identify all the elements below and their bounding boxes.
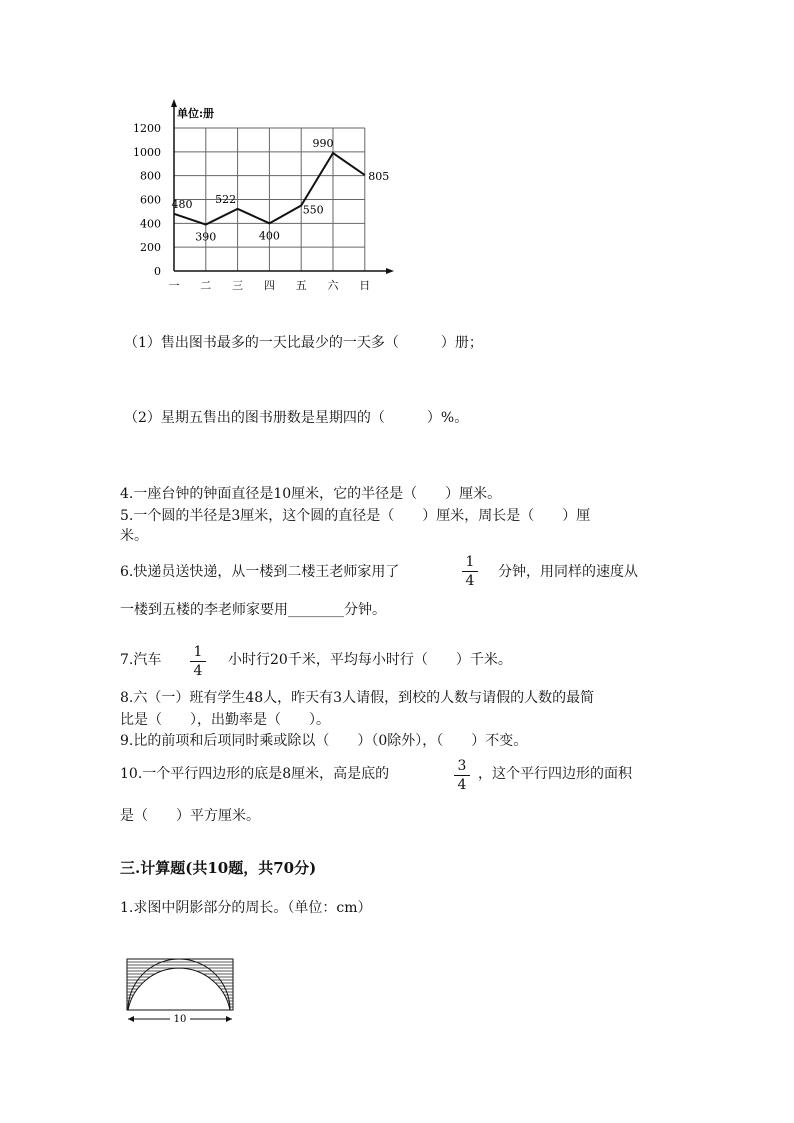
x-tick-label: 四 xyxy=(263,279,275,292)
fraction-numerator: 1 xyxy=(193,644,203,660)
fraction-one-quarter xyxy=(462,554,478,589)
y-tick-label: 400 xyxy=(140,217,161,231)
data-label: 550 xyxy=(302,203,324,217)
question-7-part1: 7.汽车 xyxy=(120,652,162,668)
data-label: 390 xyxy=(195,230,217,244)
question-8-line1: 8.六（一）班有学生48人，昨天有3人请假，到校的人数与请假的人数的最简 xyxy=(120,690,595,706)
fraction-denominator: 4 xyxy=(193,663,203,679)
y-tick-label: 600 xyxy=(140,193,161,207)
question-6-part2: 分钟，用同样的速度从 xyxy=(498,564,638,580)
x-tick-label: 二 xyxy=(200,279,212,292)
x-tick-label: 六 xyxy=(327,279,339,292)
x-tick-label: 五 xyxy=(295,279,307,292)
calc-question-1: 1.求图中阴影部分的周长。（单位：cm） xyxy=(120,900,372,916)
shaded-region xyxy=(127,959,233,1010)
chart-unit-label: 单位:册 xyxy=(177,107,215,120)
question-6-line2: 一楼到五楼的李老师家要用________分钟。 xyxy=(120,602,386,618)
fraction-one-quarter xyxy=(190,644,206,679)
question-6-part1: 6.快递员送快递，从一楼到二楼王老师家用了 xyxy=(120,564,400,580)
question-2: （2）星期五售出的图书册数是星期四的（ ）%。 xyxy=(124,410,469,426)
question-1: （1）售出图书最多的一天比最少的一天多（ ）册； xyxy=(124,335,483,351)
y-axis-arrow xyxy=(171,99,177,107)
x-tick-label: 日 xyxy=(359,279,371,292)
question-8-line2: 比是（ ），出勤率是（ ）。 xyxy=(120,712,330,728)
shaded-figure xyxy=(120,955,240,1035)
fraction-denominator: 4 xyxy=(457,777,467,793)
dimension-label: 10 xyxy=(173,1014,187,1025)
y-tick-label: 1200 xyxy=(133,122,161,135)
chart-grid xyxy=(171,128,365,271)
x-tick-label: 三 xyxy=(232,279,244,292)
sales-line-chart xyxy=(120,95,420,295)
chart-axes xyxy=(171,99,394,274)
y-tick-label: 1000 xyxy=(133,145,161,159)
data-label: 480 xyxy=(171,197,193,211)
question-9: 9.比的前项和后项同时乘或除以（ ）（0除外），（ ）不变。 xyxy=(120,733,528,749)
question-10-line2: 是（ ）平方厘米。 xyxy=(120,808,260,824)
fraction-numerator: 3 xyxy=(457,758,467,774)
question-7-part2: 小时行20千米，平均每小时行（ ）千米。 xyxy=(228,652,512,668)
fraction-numerator: 1 xyxy=(465,554,475,570)
fraction-three-quarters xyxy=(454,758,470,793)
x-tick-label: 一 xyxy=(168,279,180,292)
y-tick-label: 800 xyxy=(140,169,161,183)
fraction-denominator: 4 xyxy=(465,573,475,589)
x-axis-arrow xyxy=(386,268,394,274)
question-10-part2: ，这个平行四边形的面积 xyxy=(478,766,632,782)
y-tick-label: 0 xyxy=(154,265,161,278)
data-label: 400 xyxy=(258,229,280,243)
question-10-part1: 10.一个平行四边形的底是8厘米，高是底的 xyxy=(120,766,390,782)
data-label: 990 xyxy=(312,137,334,151)
section-3-title: 三.计算题(共10题，共70分) xyxy=(120,859,317,877)
question-5-line2: 米。 xyxy=(120,528,148,544)
question-5-line1: 5.一个圆的半径是3厘米，这个圆的直径是（ ）厘米，周长是（ ）厘 xyxy=(120,508,591,524)
question-4: 4.一座台钟的钟面直径是10厘米，它的半径是（ ）厘米。 xyxy=(120,486,502,502)
y-tick-label: 200 xyxy=(140,241,161,255)
data-label: 522 xyxy=(215,192,237,206)
data-label: 805 xyxy=(368,170,390,184)
